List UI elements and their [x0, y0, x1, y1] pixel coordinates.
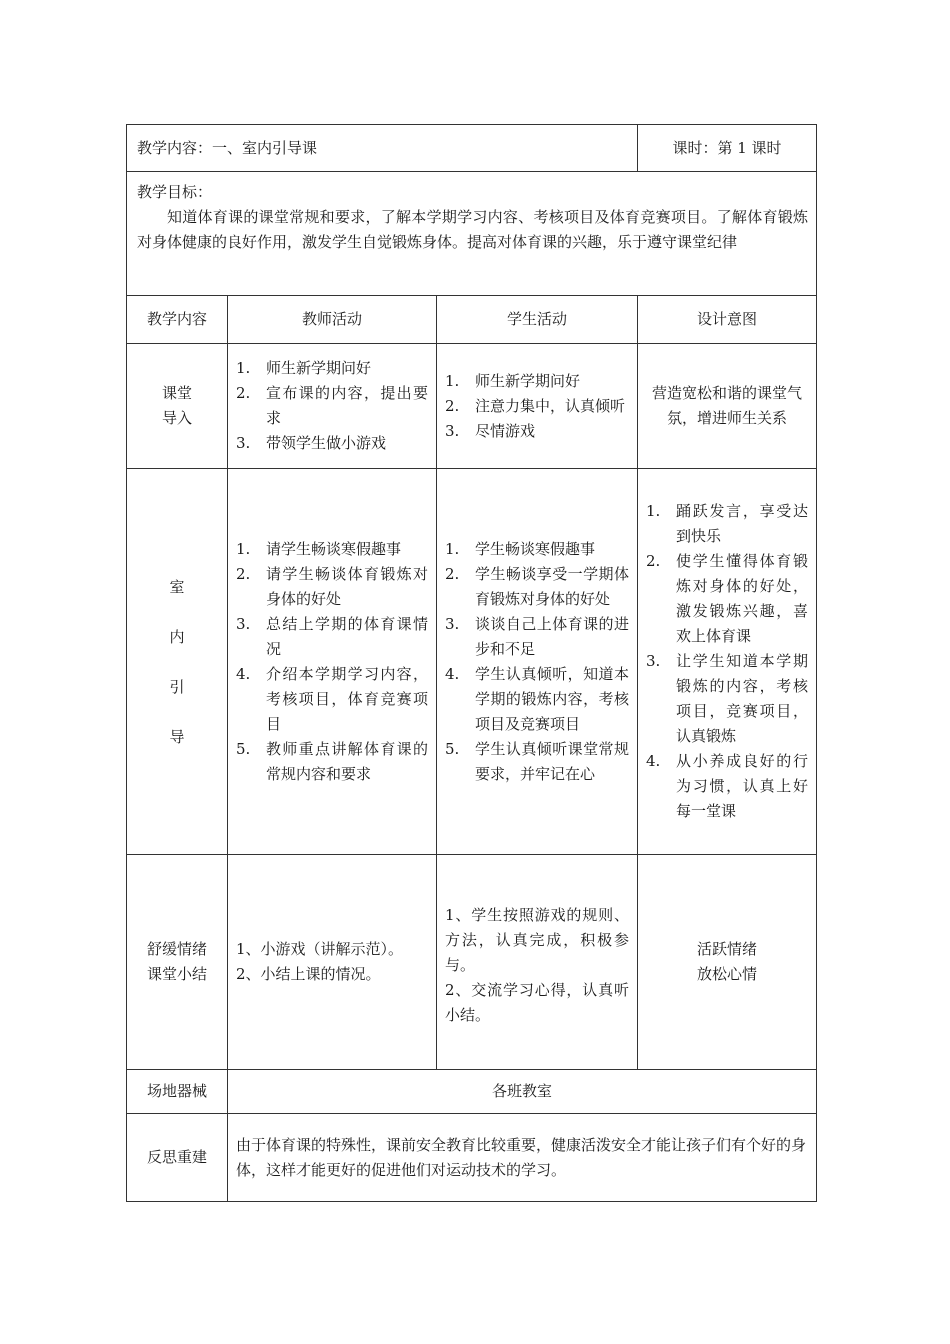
reflection-value: 由于体育课的特殊性，课前安全教育比较重要，健康活泼安全才能让孩子们有个好的身体，这样才能更好的促进他们对运动技术的学习。	[228, 1114, 817, 1202]
goals-title: 教学目标：	[137, 183, 213, 201]
header-row	[127, 125, 817, 172]
intent-guidance	[638, 469, 817, 855]
list-item: 5. 教师重点讲解体育课的常规内容和要求	[236, 739, 428, 783]
row-intro	[127, 344, 817, 469]
student-activity-intro	[437, 344, 638, 469]
list-item: 4. 介绍本学期学习内容，考核项目，体育竞赛项目	[236, 664, 428, 733]
list-item: 3. 尽情游戏	[445, 421, 536, 440]
col-header-teacher: 教师活动	[228, 296, 437, 344]
equipment-value: 各班教室	[228, 1070, 817, 1114]
list-item: 5. 学生认真倾听课堂常规要求，并牢记在心	[445, 739, 630, 783]
row-summary	[127, 855, 817, 1070]
teacher-activity-intro	[228, 344, 437, 469]
student-summary-line2: 2、交流学习心得，认真听小结。	[445, 981, 630, 1024]
intent-summary	[638, 855, 817, 1070]
teacher-activity-guidance	[228, 469, 437, 855]
teacher-summary-line2: 2、小结上课的情况。	[236, 965, 381, 983]
goals-text: 知道体育课的课堂常规和要求，了解本学期学习内容、考核项目及体育竞赛项目。了解体育锻炼对身体健康的良好作用，激发学生自觉锻炼身体。提高对体育课的兴趣，乐于遵守课堂纪律	[137, 208, 809, 251]
list-item: 2. 请学生畅谈体育锻炼对身体的好处	[236, 564, 428, 608]
teacher-activity-summary	[228, 855, 437, 1070]
section-guidance-char3: 引	[169, 677, 185, 696]
row-guidance	[127, 469, 817, 855]
content-title: 教学内容：一、室内引导课	[127, 125, 638, 172]
list-item: 3. 让学生知道本学期锻炼的内容，考核项目，竞赛项目，认真锻炼	[646, 652, 809, 745]
student-summary-line1: 1、学生按照游戏的规则、方法，认真完成，积极参与。	[445, 906, 630, 974]
teacher-summary-line1: 1、小游戏（讲解示范）。	[236, 940, 404, 958]
equipment-row	[127, 1070, 817, 1114]
section-intro	[127, 344, 228, 469]
list-item: 1. 师生新学期问好	[236, 359, 372, 377]
intent-summary-line1: 活跃情绪	[697, 940, 758, 958]
list-item: 2. 注意力集中，认真倾听	[445, 396, 626, 415]
list-item: 3. 总结上学期的体育课情况	[236, 614, 428, 658]
section-intro-line1: 课堂	[161, 384, 192, 402]
reflection-label: 反思重建	[127, 1114, 228, 1202]
student-activity-guidance	[437, 469, 638, 855]
student-activity-summary	[437, 855, 638, 1070]
section-summary-line1: 舒缓情绪	[146, 940, 207, 958]
section-guidance-char2: 内	[169, 627, 185, 646]
section-intro-line2: 导入	[161, 409, 192, 427]
list-item: 1. 请学生畅谈寒假趣事	[236, 539, 402, 558]
list-item: 3. 谈谈自己上体育课的进步和不足	[445, 614, 630, 658]
col-header-content: 教学内容	[127, 296, 228, 344]
equipment-label: 场地器械	[127, 1070, 228, 1114]
col-header-intent: 设计意图	[638, 296, 817, 344]
section-guidance-char4: 导	[169, 727, 185, 746]
list-item: 2. 宣布课的内容，提出要求	[236, 384, 428, 427]
intent-intro: 营造宽松和谐的课堂气氛，增进师生关系	[638, 344, 817, 469]
section-summary	[127, 855, 228, 1070]
list-item: 4. 从小养成良好的行为习惯，认真上好每一堂课	[646, 752, 809, 820]
goals-row	[127, 172, 817, 296]
list-item: 1. 师生新学期问好	[445, 371, 581, 390]
list-item: 2. 学生畅谈享受一学期体育锻炼对身体的好处	[445, 564, 630, 608]
section-guidance-char1: 室	[169, 577, 185, 596]
section-summary-line2: 课堂小结	[146, 965, 207, 983]
column-header-row	[127, 296, 817, 344]
list-item: 4. 学生认真倾听，知道本学期的锻炼内容，考核项目及竞赛项目	[445, 664, 630, 733]
period-label: 课时：第 1 课时	[638, 125, 817, 172]
col-header-student: 学生活动	[437, 296, 638, 344]
intent-summary-line2: 放松心情	[697, 965, 758, 983]
goals-cell	[127, 172, 817, 296]
list-item: 1. 学生畅谈寒假趣事	[445, 539, 596, 558]
list-item: 2. 使学生懂得体育锻炼对身体的好处，激发锻炼兴趣，喜欢上体育课	[646, 552, 809, 645]
lesson-plan-sheet	[126, 124, 816, 1202]
section-guidance	[127, 469, 228, 855]
reflection-row	[127, 1114, 817, 1202]
lesson-plan-table	[126, 124, 817, 1202]
list-item: 1. 踊跃发言，享受达到快乐	[646, 502, 809, 545]
list-item: 3. 带领学生做小游戏	[236, 434, 387, 452]
